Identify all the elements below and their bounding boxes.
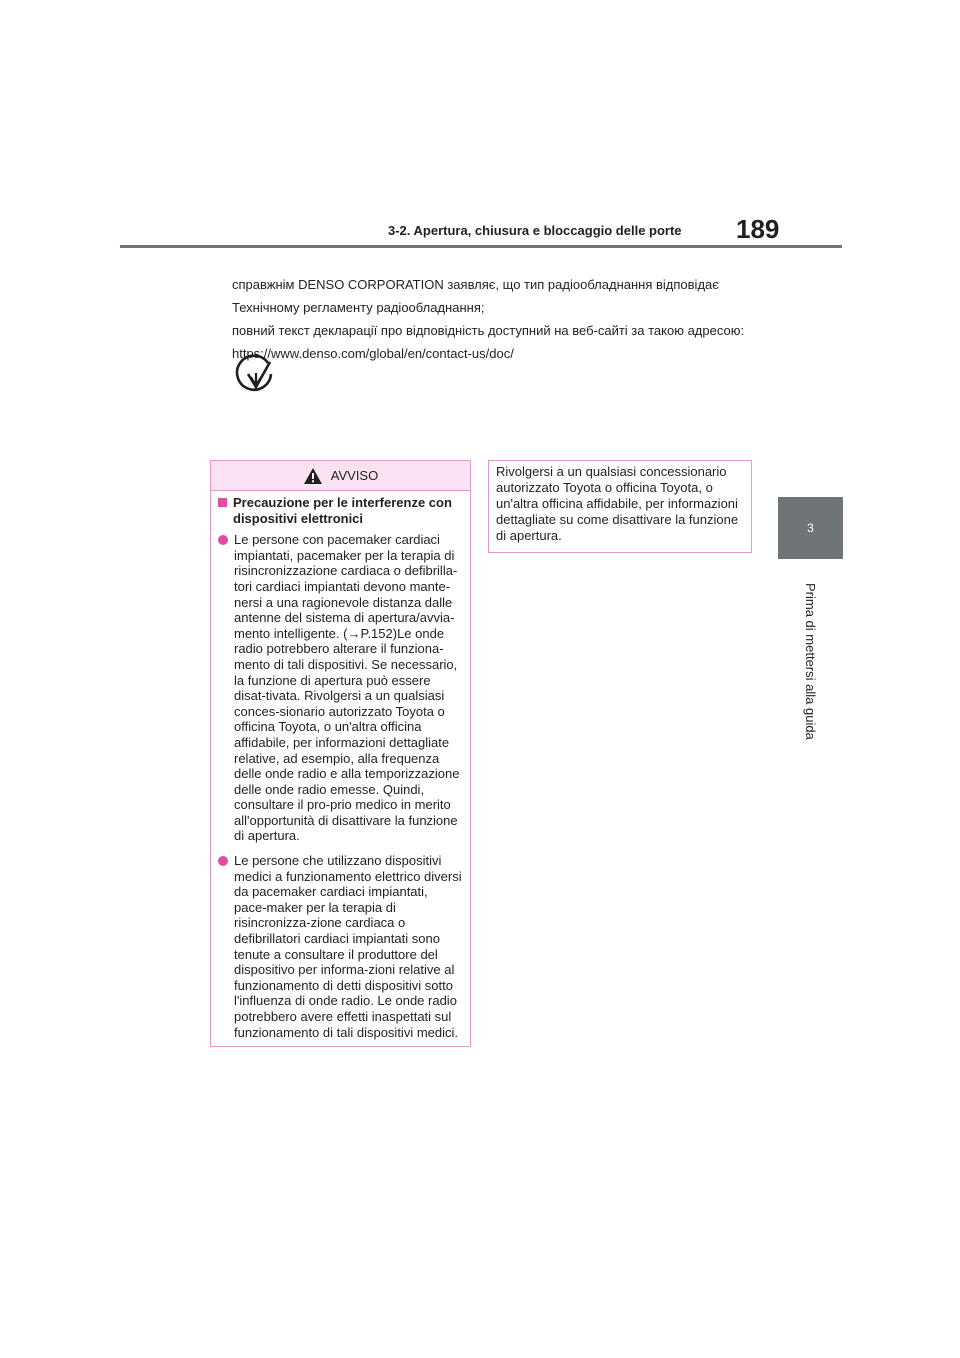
round-bullet-icon <box>218 535 228 545</box>
warning-triangle-icon <box>303 467 323 485</box>
ukrainian-conformity-mark-icon <box>234 354 278 398</box>
warning-bullet <box>218 853 463 1040</box>
warning-header <box>211 461 470 490</box>
section-title: 3-2. Apertura, chiusura e bloccaggio delle porte <box>388 223 682 238</box>
page-number: 189 <box>736 214 780 244</box>
chapter-title: Prima di mettersi alla guida <box>803 583 818 740</box>
warning-subheading-text: Precauzione per le interferenze con dispositivi elettronici <box>233 495 452 526</box>
ua-declaration-line-3: повний текст декларації про відповідність доступний на веб-сайті за такою адресою: <box>232 323 745 338</box>
ua-declaration-line-2: Технічному регламенту радіообладнання; <box>232 300 485 315</box>
info-box <box>488 460 752 553</box>
warning-bullet-text: Le persone con pacemaker cardiaci impiantati, pacemaker per la terapia di risincronizzazione cardiaca o defibrilla-tori cardiaci impiantati devono mante-nersi a una ragionevole distanza dalle antenne del sistema di apertura/avvia-mento intelligente. (→P.152)Le onde radio potrebbero alterare il funziona-mento di tali dispositivi. Se necessario, la funzione di apertura può essere disat-tivata. Rivolgersi a un qualsiasi conces-sionario autorizzato Toyota o officina Toyota, o un'altra officina affidabile, per informazioni dettagliate relative, ad esempio, alla frequenza delle onde radio e alla temporizzazione delle onde radio emesse. Quindi, consultare il pro-prio medico in merito all'opportunità di disattivare la funzione di apertura. <box>234 532 460 844</box>
chapter-tab[interactable]: 3 <box>778 497 843 559</box>
header-divider <box>120 245 842 248</box>
warning-box <box>210 460 471 1047</box>
ua-declaration-url[interactable]: https://www.denso.com/global/en/contact-us/doc/ <box>232 346 514 361</box>
warning-bullet <box>218 532 463 844</box>
info-box-text: Rivolgersi a un qualsiasi concessionario autorizzato Toyota o officina Toyota, o un'altra officina affidabile, per informazioni dettagliate su come disattivare la funzione di apertura. <box>496 464 739 543</box>
warning-bullet-text: Le persone che utilizzano dispositivi medici a funzionamento elettrico diversi da pacemaker cardiaci impiantati, pace-maker per la terapia di risincronizza-zione cardiaca o defibrillatori cardiaci impiantati sono tenute a consultare il produttore del dispositivo per informa-zioni relative al funzionamento di detti dispositivi sotto l'influenza di onde radio. Le onde radio potrebbero avere effetti inaspettati sul funzionamento di tali dispositivi medici. <box>234 853 462 1040</box>
square-bullet-icon <box>218 498 227 507</box>
ua-declaration-line-1: справжнім DENSO CORPORATION заявляє, що тип радіообладнання відповідає <box>232 277 719 292</box>
warning-subheading <box>218 495 463 526</box>
warning-title: AVVISO <box>330 468 379 483</box>
round-bullet-icon <box>218 856 228 866</box>
ua-declaration <box>232 275 792 367</box>
